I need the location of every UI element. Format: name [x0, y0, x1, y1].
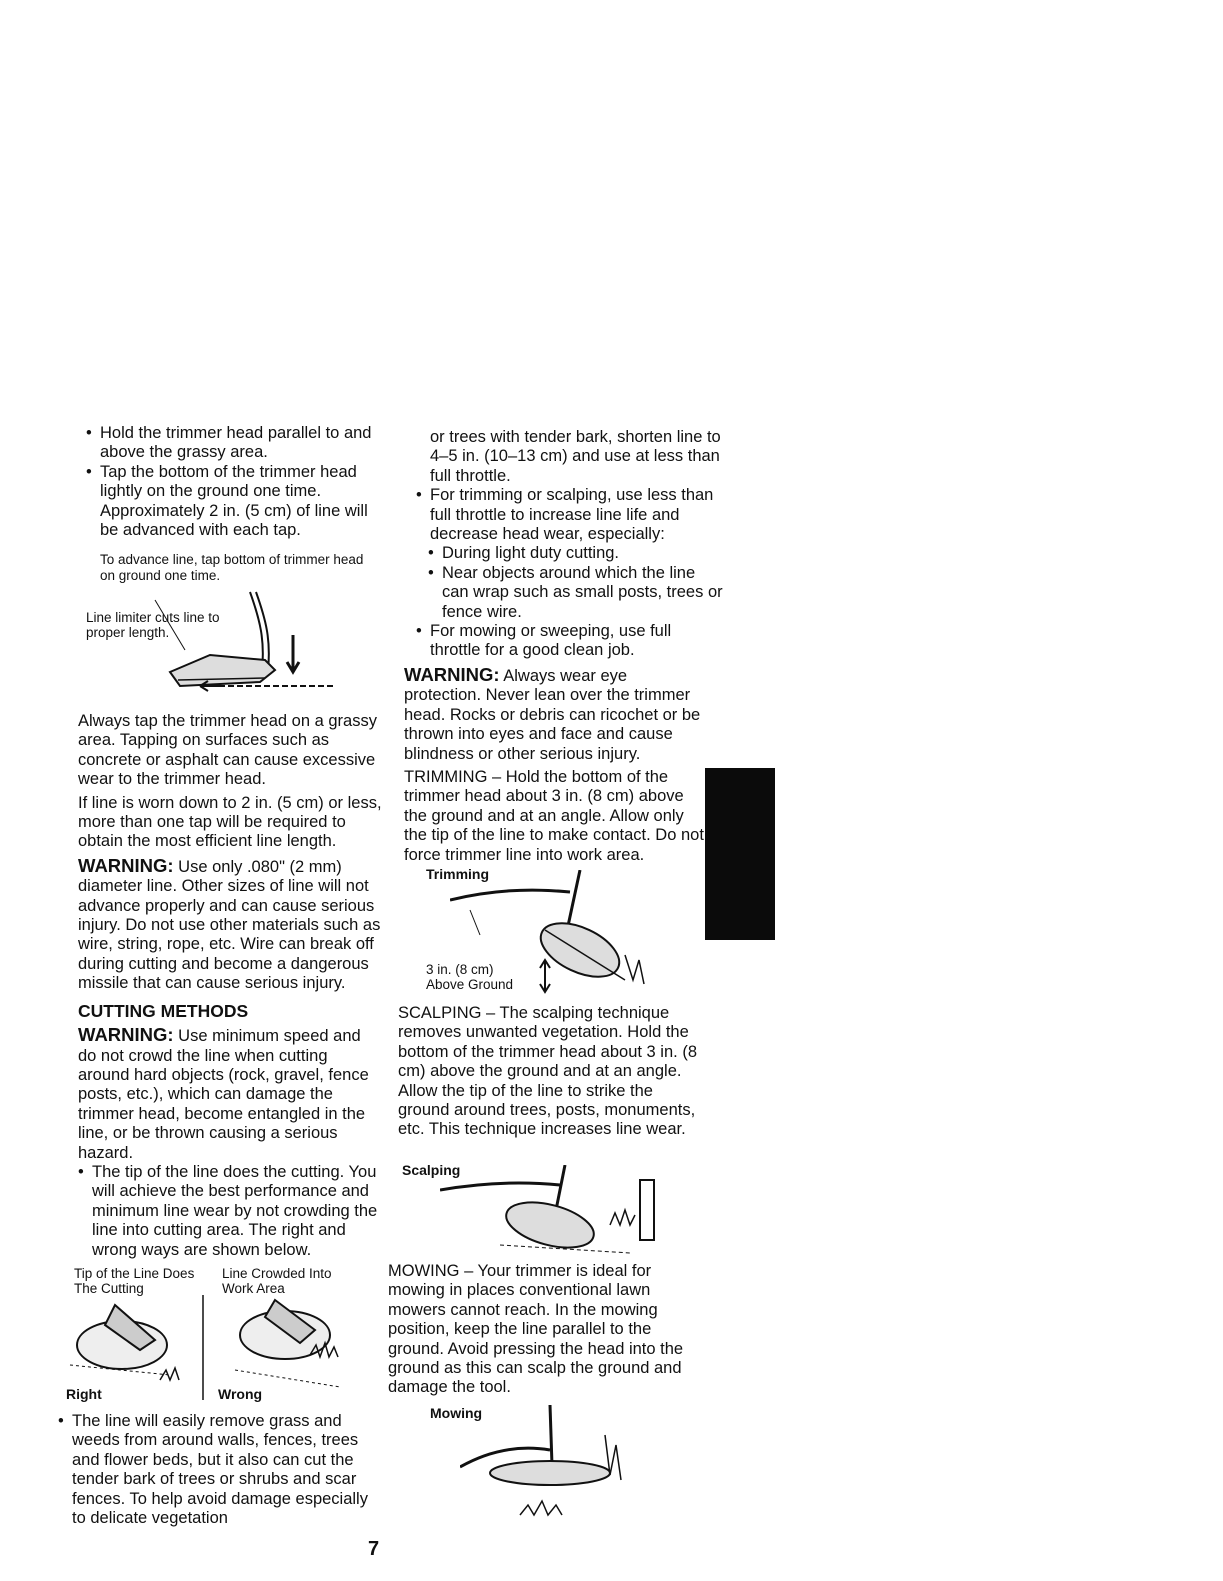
right-column-top	[416, 428, 724, 661]
para-continue: or trees with tender bark, shorten line to 4–5 in. (10–13 cm) and use at less than full throttle.	[430, 428, 721, 485]
figure-scalping-label: Scalping	[402, 1162, 461, 1178]
para-mowing: MOWING – Your trimmer is ideal for mowing in places conventional lawn mowers cannot reach. In the mowing position, keep the line parallel to the ground. Avoid pressing the head into the ground as this can scalp the ground and damage the tool.	[388, 1262, 684, 1397]
warning-eye: WARNING: Always wear eye protection. Never lean over the trimmer head. Rocks or debris can ricochet or be thrown into eyes and face and cause blindness or other serious injury.	[404, 664, 701, 763]
figure-right-caption: Tip of the Line Does The Cutting	[74, 1266, 195, 1296]
warning-label: WARNING:	[78, 1024, 174, 1046]
bullet-tip: • The tip of the line does the cutting. You will achieve the best performance and minimum line wear by not crowding the line into cutting area. The right and wrong ways are shown below.	[78, 1162, 378, 1259]
figure-wrong-label: Wrong	[218, 1386, 263, 1402]
figure-label-limiter: Line limiter cuts line to proper length.	[86, 610, 220, 640]
para-scalping: SCALPING – The scalping technique removes unwanted vegetation. Hold the bottom of the trimmer head about 3 in. (8 cm) above the ground and at an angle. Allow the tip of the line to strike the ground around trees, posts, monuments, etc. This technique increases line wear.	[398, 1004, 697, 1139]
left-column-top	[86, 424, 386, 584]
line-limiter-illustration	[150, 590, 340, 700]
figure-trimming-height: 3 in. (8 cm) Above Ground	[426, 962, 514, 992]
para-trimming: TRIMMING – Hold the bottom of the trimmer head about 3 in. (8 cm) above the ground and at an angle. Allow only the tip of the line to make contact. Do not force trimmer line into work area.	[404, 768, 704, 864]
right-column-scalping	[398, 1004, 708, 1140]
para-worn: If line is worn down to 2 in. (5 cm) or less, more than one tap will be required to obtain the most efficient line length.	[78, 793, 382, 851]
figure-mowing-label: Mowing	[430, 1405, 483, 1421]
caption-advance: To advance line, tap bottom of trimmer head on ground one time.	[100, 552, 364, 584]
right-column-main	[404, 665, 704, 865]
mowing-illustration	[460, 1405, 640, 1525]
bullet-trimming: • For trimming or scalping, use less than full throttle to increase line life and decrease head wear, especially:	[416, 486, 714, 544]
scalping-illustration	[440, 1165, 670, 1255]
warning-line-size: WARNING: Use only .080" (2 mm) diameter line. Other sizes of line will not advance properly and can cause serious injury. Do not use other materials such as wire, string, rope, etc. Wire can break off during cutting and become a dangerous missile that can cause serious injury.	[78, 854, 381, 993]
para-always-tap: Always tap the trimmer head on a grassy area. Tapping on surfaces such as concrete or asphalt can cause excessive wear to the trimmer head.	[78, 712, 377, 789]
sub-bullet-near: • Near objects around which the line can wrap such as small posts, trees or fence wire.	[428, 563, 723, 621]
bullet-easily: • The line will easily remove grass and weeds from around walls, fences, trees and flower beds, but it also can cut the tender bark of trees or shrubs and scar fences. To help avoid damage especially to delicate vegetation	[58, 1412, 368, 1528]
right-wrong-illustration	[60, 1295, 360, 1405]
section-tab	[705, 768, 775, 940]
bullet-mowing: • For mowing or sweeping, use full throttle for a good clean job.	[416, 622, 672, 660]
right-column-mowing	[388, 1262, 698, 1398]
warning-label: WARNING:	[404, 664, 500, 685]
figure-trimming-label: Trimming	[426, 866, 490, 882]
page-number: 7	[368, 1538, 380, 1560]
figure-wrong-caption: Line Crowded Into Work Area	[222, 1266, 332, 1296]
left-column-main	[78, 712, 383, 1260]
bullet-tap: • Tap the bottom of the trimmer head lightly on the ground one time. Approximately 2 in. (5 cm) of line will be advanced with each tap.	[86, 462, 368, 540]
sub-bullet-light: • During light duty cutting.	[428, 544, 620, 563]
warning-label: WARNING:	[78, 854, 174, 876]
left-column-bottom	[58, 1412, 368, 1528]
heading-cutting-methods: CUTTING METHODS	[78, 1000, 249, 1021]
warning-crowd: WARNING: Use minimum speed and do not crowd the line when cutting around hard objects (rock, gravel, fence posts, etc.), which can damage the trimmer head, become entangled in the line, or be thrown causing a serious hazard.	[78, 1024, 369, 1162]
figure-right-label: Right	[66, 1386, 102, 1402]
bullet-hold: • Hold the trimmer head parallel to and above the grassy area.	[86, 424, 372, 462]
